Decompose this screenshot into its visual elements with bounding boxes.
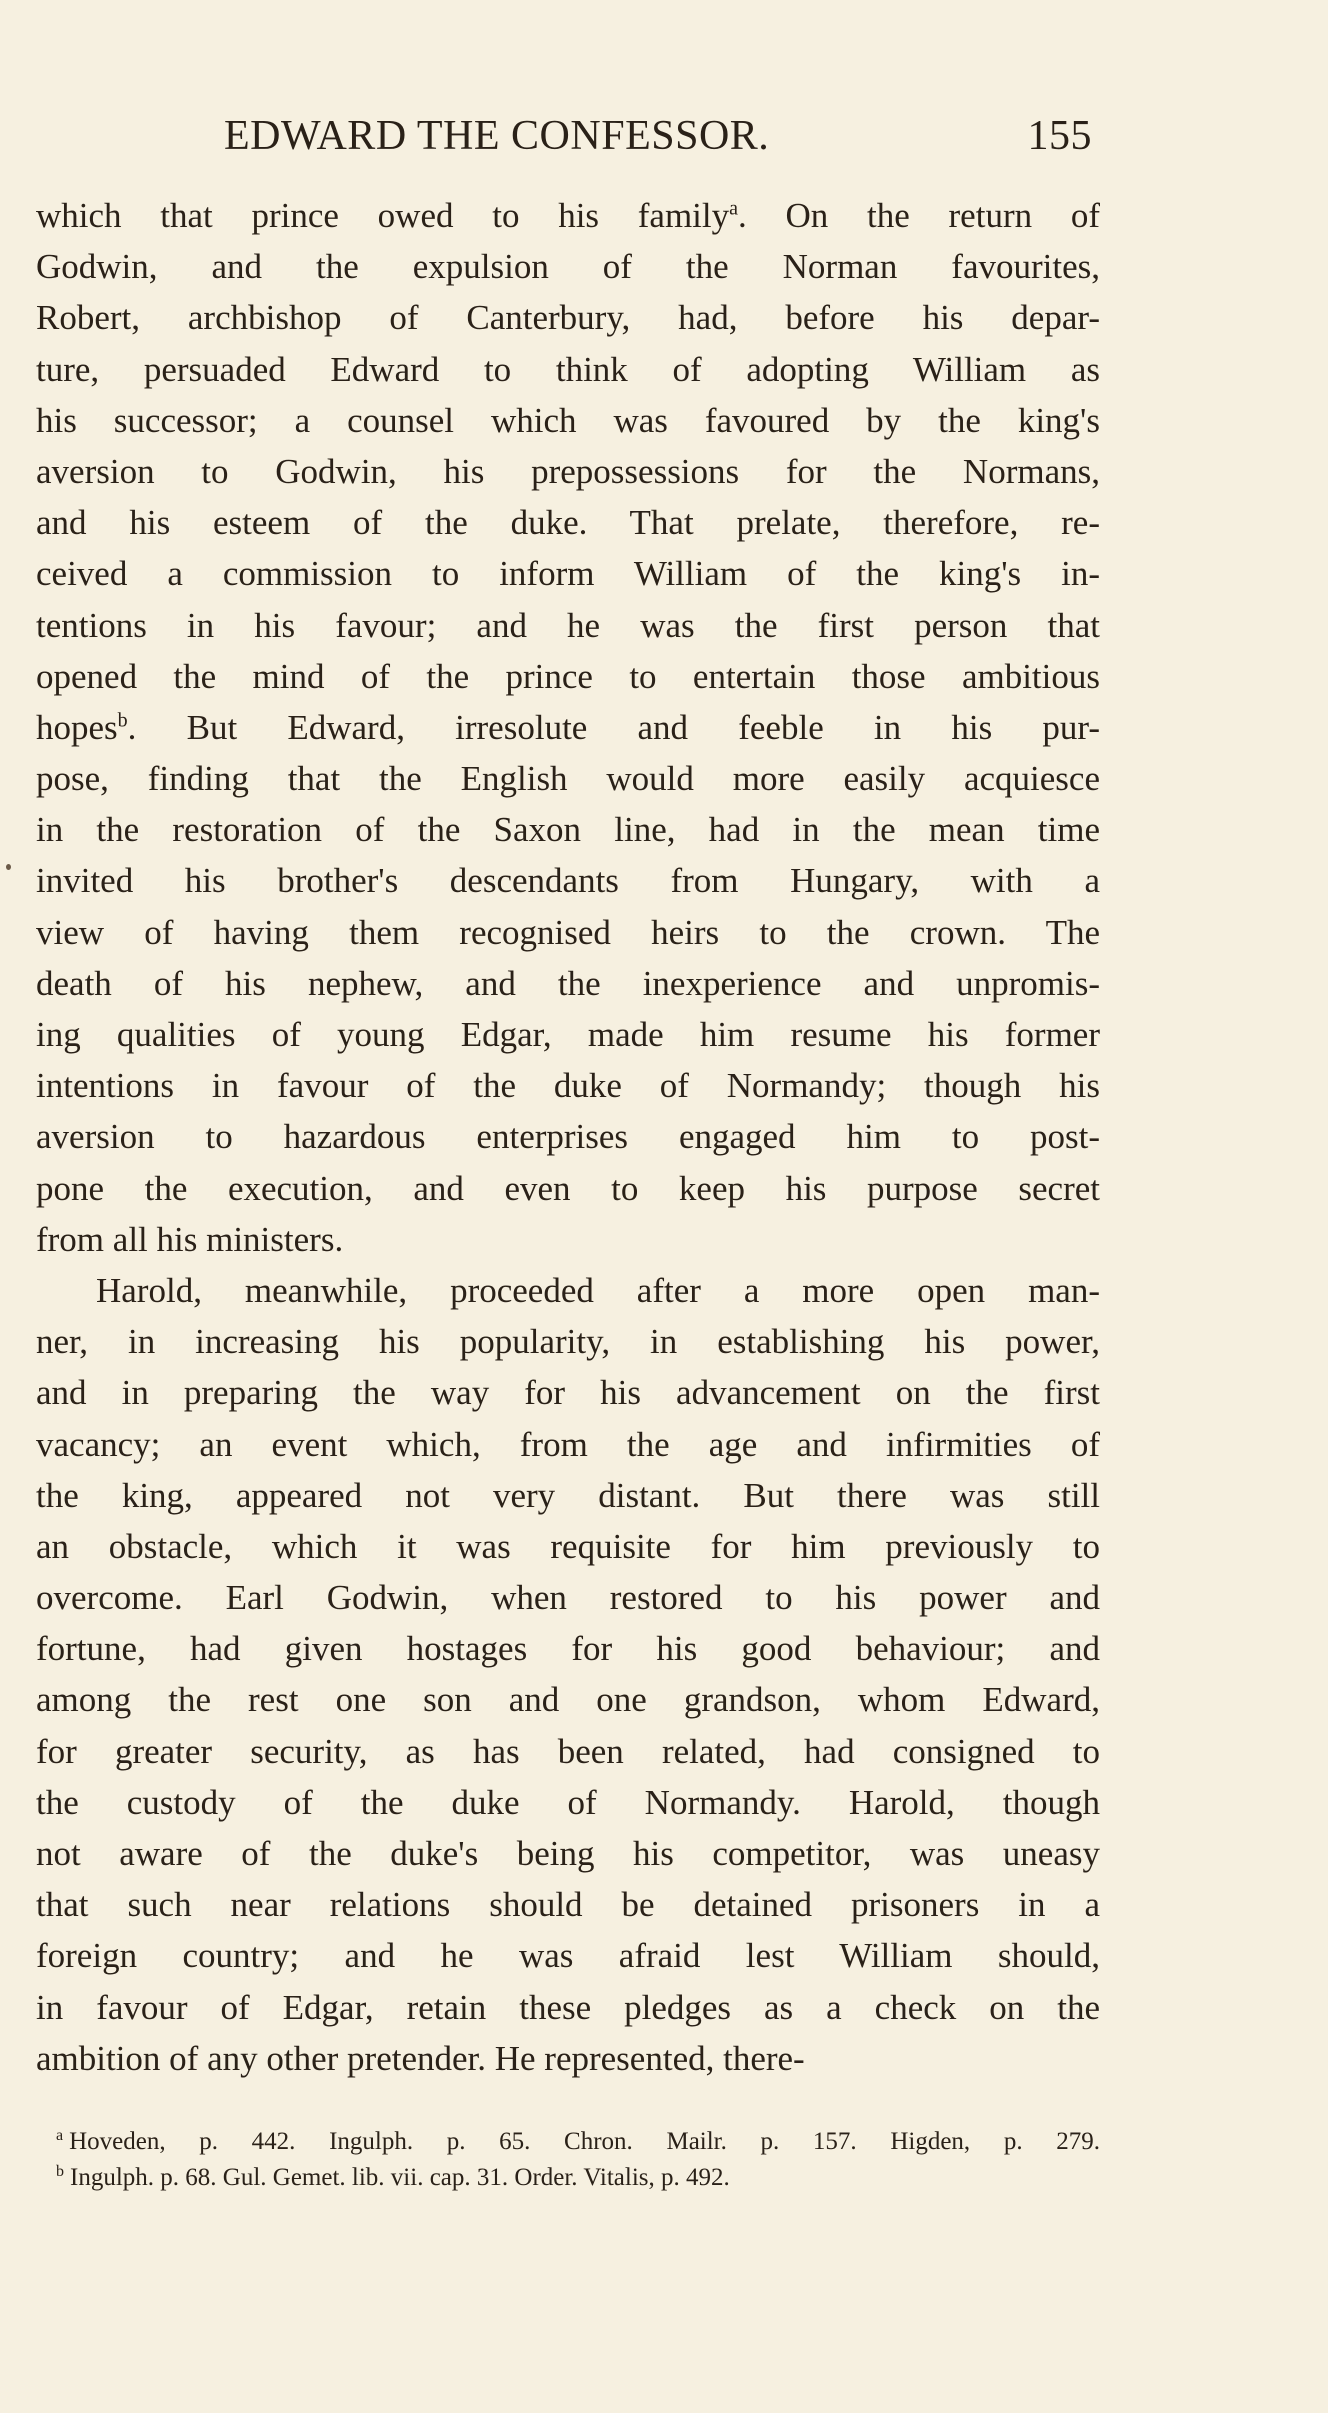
- line-text: ner, in increasing his popularity, in establishing his power,: [36, 1322, 1100, 1362]
- line-text: in favour of Edgar, retain these pledges as a check on the: [36, 1987, 1100, 2027]
- line-text: ambition of any other pretender. He represented, there-: [36, 2038, 805, 2078]
- text-line: [36, 1982, 1100, 2033]
- line-text: which that prince owed to his family: [36, 196, 730, 235]
- line-text: the king, appeared not very distant. But there was still: [36, 1475, 1100, 1515]
- text-line: [36, 1828, 1100, 1879]
- footnote: [56, 2160, 1100, 2196]
- footnote-reference[interactable]: a: [729, 197, 739, 220]
- text-line: [36, 1163, 1100, 1214]
- text-line: [36, 292, 1100, 343]
- line-text: and in preparing the way for his advancement on the first: [36, 1373, 1100, 1413]
- text-line: [36, 1623, 1100, 1674]
- text-line: [36, 804, 1100, 855]
- line-text: not aware of the duke's being his competitor, was uneasy: [36, 1834, 1100, 1873]
- line-text-continued: . On the return of: [738, 196, 1100, 235]
- text-line: [36, 446, 1100, 497]
- text-line: [36, 1214, 1100, 1265]
- footnote: [56, 2124, 1100, 2160]
- text-line: [36, 958, 1100, 1009]
- line-text: for greater security, as has been related, had consigned to: [36, 1731, 1100, 1771]
- line-text: pose, finding that the English would more easily acquiesce: [36, 759, 1100, 799]
- footnote-reference[interactable]: b: [117, 709, 128, 732]
- line-text-continued: . But Edward, irresolute and feeble in his pur-: [127, 707, 1100, 747]
- text-line: [36, 1060, 1100, 1111]
- text-line: [36, 190, 1100, 241]
- paragraph: [36, 190, 1100, 1265]
- line-text: overcome. Earl Godwin, when restored to his power and: [36, 1578, 1100, 1618]
- footnote-mark: a: [56, 2126, 64, 2144]
- text-line: [36, 497, 1100, 548]
- line-text: foreign country; and he was afraid lest William should,: [36, 1936, 1100, 1976]
- text-line: [36, 241, 1100, 292]
- line-text: intentions in favour of the duke of Normandy; though his: [36, 1066, 1100, 1106]
- text-line: [36, 855, 1100, 906]
- line-text: pone the execution, and even to keep his purpose secret: [36, 1168, 1100, 1208]
- line-text: death of his nephew, and the inexperience and unpromis-: [36, 963, 1100, 1003]
- text-line: [36, 1726, 1100, 1777]
- text-line: [36, 344, 1100, 395]
- line-text: that such near relations should be detained prisoners in a: [36, 1885, 1100, 1925]
- text-line: [36, 1265, 1100, 1316]
- line-text: tentions in his favour; and he was the first person that: [36, 605, 1100, 645]
- line-text: aversion to Godwin, his prepossessions for the Normans,: [36, 451, 1100, 491]
- paragraph: [36, 1265, 1100, 2084]
- line-text: ture, persuaded Edward to think of adopting William as: [36, 349, 1100, 389]
- line-text: aversion to hazardous enterprises engaged him to post-: [36, 1117, 1100, 1157]
- text-line: [36, 1316, 1100, 1367]
- line-text: view of having them recognised heirs to the crown. The: [36, 912, 1100, 952]
- text-line: [36, 1009, 1100, 1060]
- text-line: [36, 1572, 1100, 1623]
- text-line: [36, 1419, 1100, 1470]
- paper-speck: [6, 864, 11, 870]
- footnote-mark: b: [56, 2162, 64, 2180]
- line-text: the custody of the duke of Normandy. Harold, though: [36, 1782, 1100, 1822]
- line-text: among the rest one son and one grandson, whom Edward,: [36, 1680, 1100, 1720]
- line-text: fortune, had given hostages for his good behaviour; and: [36, 1629, 1100, 1669]
- line-text: Harold, meanwhile, proceeded after a more open man-: [96, 1270, 1100, 1310]
- text-line: [36, 753, 1100, 804]
- text-line: [36, 1674, 1100, 1725]
- text-line: [36, 1367, 1100, 1418]
- page-number: 155: [1027, 113, 1092, 159]
- text-line: [36, 1777, 1100, 1828]
- line-text: Robert, archbishop of Canterbury, had, before his depar-: [36, 298, 1100, 338]
- text-line: [36, 702, 1100, 753]
- footnote-text: Hoveden, p. 442. Ingulph. p. 65. Chron. Mailr. p. 157. Higden, p. 279.: [69, 2128, 1100, 2155]
- line-text: ing qualities of young Edgar, made him resume his former: [36, 1015, 1100, 1054]
- text-line: [36, 395, 1100, 446]
- running-head: [36, 112, 1092, 172]
- text-line: [36, 1930, 1100, 1981]
- line-text: in the restoration of the Saxon line, had in the mean time: [36, 810, 1100, 850]
- text-line: [36, 907, 1100, 958]
- text-line: [36, 548, 1100, 599]
- body-text: [36, 190, 1100, 2084]
- text-line: [36, 2033, 1100, 2084]
- line-text: his successor; a counsel which was favoured by the king's: [36, 400, 1100, 440]
- text-line: [36, 651, 1100, 702]
- line-text: ceived a commission to inform William of the king's in-: [36, 554, 1100, 594]
- line-text: opened the mind of the prince to entertain those ambitious: [36, 656, 1100, 696]
- line-text: Godwin, and the expulsion of the Norman favourites,: [36, 247, 1100, 287]
- text-line: [36, 1111, 1100, 1162]
- text-line: [36, 1879, 1100, 1930]
- line-text: invited his brother's descendants from Hungary, with a: [36, 861, 1100, 901]
- text-line: [36, 1470, 1100, 1521]
- footnotes: [56, 2124, 1100, 2196]
- text-line: [36, 1521, 1100, 1572]
- line-text: vacancy; an event which, from the age and infirmities of: [36, 1424, 1100, 1464]
- text-line: [36, 600, 1100, 651]
- line-text: from all his ministers.: [36, 1219, 344, 1259]
- footnote-text: Ingulph. p. 68. Gul. Gemet. lib. vii. cap. 31. Order. Vitalis, p. 492.: [70, 2164, 730, 2191]
- line-text: hopes: [36, 707, 118, 747]
- chapter-title: EDWARD THE CONFESSOR.: [224, 113, 770, 159]
- line-text: an obstacle, which it was requisite for him previously to: [36, 1526, 1100, 1566]
- line-text: and his esteem of the duke. That prelate, therefore, re-: [36, 503, 1100, 543]
